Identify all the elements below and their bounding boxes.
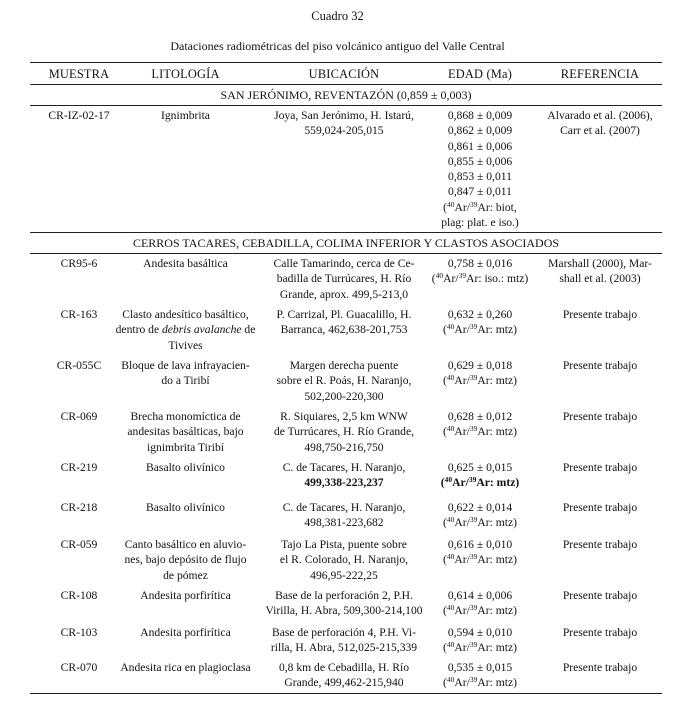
cell-edad <box>430 625 530 656</box>
section-rule <box>30 105 662 106</box>
sample-id: CR-218 <box>60 501 98 514</box>
method-text: ( <box>443 200 448 214</box>
reference-line: Presente trabajo <box>562 501 638 514</box>
method-text: Ar/ <box>454 374 470 388</box>
dating-method <box>430 424 530 439</box>
age-value: 0,629 ± 0,018 <box>447 359 513 372</box>
location-line: 502,200-220,300 <box>304 389 384 403</box>
sample-id: CR95-6 <box>60 257 98 270</box>
method-text: Ar: iso.: mtz) <box>466 272 529 286</box>
isotope-mass: 40 <box>446 675 455 685</box>
location-line: 0,8 km de Cebadilla, H. Río <box>278 661 410 674</box>
dating-method <box>430 200 530 215</box>
lithology-line <box>108 322 263 337</box>
header-edad: EDAD (Ma) <box>447 67 513 81</box>
location-line: 498,381-223,682 <box>304 516 384 530</box>
method-text: Ar: mtz) <box>477 604 517 618</box>
method-text: ( <box>443 553 447 567</box>
cell-edad <box>430 256 530 287</box>
age-value: 0,535 ± 0,015 <box>447 661 513 674</box>
location-line: badilla de Turrúcares, H. Río <box>276 272 412 286</box>
dating-method <box>430 603 530 618</box>
isotope-mass: 39 <box>469 640 478 650</box>
cell-edad <box>430 537 530 568</box>
method-text: ( <box>443 516 447 530</box>
isotope-mass: 39 <box>469 424 478 434</box>
lithology-line: andesitas basálticas, bajo <box>127 425 244 439</box>
method-text: Ar/ <box>454 425 470 439</box>
sample-id: CR-IZ-02-17 <box>48 109 110 122</box>
cell-edad <box>430 358 530 389</box>
age-value: 0,614 ± 0,006 <box>447 589 513 602</box>
isotope-mass: 39 <box>469 515 478 525</box>
method-text: Ar/ <box>454 641 470 655</box>
method-text: Ar: mtz) <box>476 476 520 490</box>
cell-edad <box>430 660 530 691</box>
location-line: Tajo La Pista, puente sobre <box>281 538 407 551</box>
isotope-mass: 39 <box>470 199 478 209</box>
dating-method <box>430 675 530 690</box>
location-line: 498,750-216,750 <box>304 440 384 454</box>
lithology-line: ignimbrita Tiribí <box>147 440 224 454</box>
cell-litologia <box>108 256 263 271</box>
cell-ubicacion <box>258 660 430 691</box>
isotope-mass: 40 <box>435 271 444 281</box>
isotope-mass: 40 <box>446 640 455 650</box>
isotope-mass: 40 <box>447 199 455 209</box>
bottom-rule <box>30 693 662 694</box>
cell-litologia <box>108 500 263 515</box>
location-line: C. de Tacares, H. Naranjo, <box>282 461 406 474</box>
dating-method-cont: plag: plat. e iso.) <box>441 216 519 230</box>
lithology-line: Ignimbrita <box>161 109 210 122</box>
method-text: ( <box>431 272 436 286</box>
dating-method <box>430 515 530 530</box>
lithology-line: Brecha monomíctica de <box>130 410 241 423</box>
age-value: 0,628 ± 0,012 <box>447 410 513 423</box>
reference-line: Presente trabajo <box>562 538 638 551</box>
sample-id: CR-219 <box>60 461 98 474</box>
reference-line: Carr et al. (2007) <box>560 124 640 138</box>
sample-id: CR-055C <box>56 359 102 372</box>
dating-method <box>430 373 530 388</box>
lithology-line: de pómez <box>163 568 208 582</box>
location-line: Grande, 499,462-215,940 <box>284 676 404 690</box>
reference-line: Marshall (2000), Mar- <box>548 257 652 270</box>
method-text: ( <box>443 604 447 618</box>
age-value: 0,861 ± 0,006 <box>447 139 513 153</box>
lithology-text: de <box>241 323 256 337</box>
location-line: Joya, San Jerónimo, H. Istarú, <box>274 109 414 122</box>
reference-line: Presente trabajo <box>562 461 638 474</box>
method-text: Ar: mtz) <box>477 425 517 439</box>
section-title: SAN JERÓNIMO, REVENTAZÓN (0,859 ± 0,003) <box>220 88 472 102</box>
location-line: sobre el R. Poás, H. Naranjo, <box>276 374 412 388</box>
sample-id: CR-103 <box>60 626 98 639</box>
method-text: Ar/ <box>454 604 470 618</box>
cell-litologia <box>108 307 263 353</box>
method-text: ( <box>443 676 447 690</box>
method-text: Ar: mtz) <box>477 516 517 530</box>
lithology-line: Clasto andesítico basáltico, <box>122 308 249 321</box>
header-referencia: REFERENCIA <box>560 67 640 81</box>
location-line: R. Siquiares, 2,5 km WNW <box>280 410 408 423</box>
location-line: el R. Colorado, H. Naranjo, <box>279 553 409 567</box>
location-line: rilla, H. Abra, 512,025-215,339 <box>270 641 418 655</box>
lithology-line: Andesita rica en plagioclasa <box>120 661 251 674</box>
location-line: 559,024-205,015 <box>304 124 384 138</box>
dating-method <box>430 640 530 655</box>
cell-edad <box>430 460 530 491</box>
isotope-mass: 39 <box>469 675 478 685</box>
isotope-mass: 39 <box>469 373 478 383</box>
location-line: Base de la perforación 2, P.H. <box>275 589 413 602</box>
cell-referencia <box>536 256 664 287</box>
table-caption-title: Dataciones radiométricas del piso volcánico antiguo del Valle Central <box>170 39 505 53</box>
lithology-line: Andesita basáltica <box>143 257 228 270</box>
cell-ubicacion <box>258 307 430 338</box>
isotope-mass: 39 <box>458 271 467 281</box>
reference-line: Presente trabajo <box>562 308 638 321</box>
reference-line: Presente trabajo <box>562 661 638 674</box>
cell-litologia <box>108 108 263 123</box>
location-line: 496,95-222,25 <box>310 568 378 582</box>
lithology-text: dentro de <box>115 323 162 337</box>
cell-edad <box>430 307 530 338</box>
sample-id: CR-069 <box>60 410 98 423</box>
method-text: ( <box>443 323 447 337</box>
cell-ubicacion <box>258 108 430 139</box>
sample-id: CR-070 <box>60 661 98 674</box>
cell-litologia <box>108 460 263 475</box>
isotope-mass: 39 <box>468 475 477 485</box>
age-value: 0,594 ± 0,010 <box>447 626 513 639</box>
isotope-mass: 40 <box>446 603 455 613</box>
cell-ubicacion <box>258 409 430 455</box>
cell-referencia <box>536 358 664 373</box>
lithology-line: Andesita porfirítica <box>140 626 231 639</box>
cell-litologia <box>108 358 263 389</box>
method-text: ( <box>443 374 447 388</box>
location-line: Base de perforación 4, P.H. Vi- <box>272 626 416 639</box>
cell-referencia <box>536 307 664 322</box>
reference-line: Alvarado et al. (2006), <box>547 109 653 122</box>
reference-line: Presente trabajo <box>562 626 638 639</box>
reference-line: Presente trabajo <box>562 359 638 372</box>
method-text: Ar: mtz) <box>477 641 517 655</box>
cell-ubicacion <box>258 358 430 404</box>
cell-referencia <box>536 460 664 475</box>
cell-litologia <box>108 588 263 603</box>
cell-referencia <box>536 537 664 552</box>
isotope-mass: 40 <box>446 424 455 434</box>
age-value: 0,632 ± 0,260 <box>447 308 513 321</box>
location-line: Margen derecha puente <box>289 359 399 372</box>
age-value: 0,625 ± 0,015 <box>447 461 513 474</box>
lithology-line: do a Tiribí <box>161 374 210 388</box>
header-ubicacion: UBICACIÓN <box>308 67 380 81</box>
sample-id: CR-059 <box>60 538 98 551</box>
reference-line: Presente trabajo <box>562 410 638 423</box>
method-text: Ar: mtz) <box>477 553 517 567</box>
method-text: ( <box>443 641 447 655</box>
age-value: 0,868 ± 0,009 <box>447 109 513 122</box>
isotope-mass: 40 <box>446 515 455 525</box>
table-caption-number: Cuadro 32 <box>311 9 364 23</box>
location-line: Virilla, H. Abra, 509,300-214,100 <box>265 604 423 618</box>
age-value: 0,862 ± 0,009 <box>447 124 513 138</box>
lithology-line: Basalto olivínico <box>146 461 225 474</box>
age-value: 0,847 ± 0,011 <box>448 185 512 199</box>
cell-referencia <box>536 409 664 424</box>
dating-method <box>430 475 530 490</box>
header-rule <box>30 84 662 85</box>
method-text: Ar/ <box>454 553 470 567</box>
reference-line: shall et al. (2003) <box>559 272 641 286</box>
cell-litologia <box>108 537 263 583</box>
age-value: 0,622 ± 0,014 <box>447 501 513 514</box>
location-line: P. Carrizal, Pl. Guacalillo, H. <box>276 308 412 321</box>
isotope-mass: 40 <box>444 475 453 485</box>
sample-id: CR-108 <box>60 589 98 602</box>
cell-referencia <box>536 660 664 675</box>
location-line: Grande, aprox. 499,5-213,0 <box>279 287 409 301</box>
lithology-line: nes, bajo depósito de flujo <box>124 553 247 567</box>
method-text: Ar: biot, <box>477 200 517 214</box>
header-litologia: LITOLOGÍA <box>151 67 220 81</box>
isotope-mass: 40 <box>446 552 455 562</box>
lithology-line: Andesita porfirítica <box>140 589 231 602</box>
cell-ubicacion <box>258 625 430 656</box>
lithology-line: Bloque de lava infrayacien- <box>121 359 250 372</box>
method-text: Ar/ <box>454 676 470 690</box>
method-text: Ar/ <box>454 323 470 337</box>
cell-referencia <box>536 588 664 603</box>
location-line: Barranca, 462,638-201,753 <box>280 323 408 337</box>
top-rule <box>30 62 662 63</box>
lithology-line: Canto basáltico en aluvio- <box>124 538 247 551</box>
cell-ubicacion <box>258 500 430 531</box>
isotope-mass: 40 <box>446 373 455 383</box>
cell-referencia <box>536 625 664 640</box>
dating-method <box>430 271 530 286</box>
section-title: CERROS TACARES, CEBADILLA, COLIMA INFERIOR Y CLASTOS ASOCIADOS <box>132 236 560 250</box>
lithology-line: Tivives <box>168 338 203 352</box>
reference-line: Presente trabajo <box>562 589 638 602</box>
age-value: 0,853 ± 0,011 <box>448 170 512 184</box>
method-text: Ar/ <box>452 476 469 490</box>
cell-referencia <box>536 500 664 515</box>
isotope-mass: 39 <box>469 552 478 562</box>
sample-id: CR-163 <box>60 308 98 321</box>
cell-edad <box>430 588 530 619</box>
cell-edad <box>430 500 530 531</box>
cell-litologia <box>108 409 263 455</box>
location-line: 499,338-223,237 <box>304 476 384 490</box>
location-line: de Turrúcares, H. Río Grande, <box>273 425 415 439</box>
isotope-mass: 39 <box>469 603 478 613</box>
section-rule <box>30 232 662 233</box>
section-rule <box>30 253 662 254</box>
age-value: 0,616 ± 0,010 <box>447 538 513 551</box>
age-value: 0,855 ± 0,006 <box>447 154 513 168</box>
cell-ubicacion <box>258 460 430 491</box>
method-text: Ar: mtz) <box>477 676 517 690</box>
cell-ubicacion <box>258 537 430 583</box>
header-muestra: MUESTRA <box>48 67 110 81</box>
isotope-mass: 39 <box>469 322 478 332</box>
age-value: 0,758 ± 0,016 <box>447 257 513 270</box>
method-text: Ar/ <box>443 272 459 286</box>
isotope-mass: 40 <box>446 322 455 332</box>
dating-method <box>430 552 530 567</box>
cell-litologia <box>108 660 263 675</box>
method-text: Ar/ <box>454 200 471 214</box>
cell-litologia <box>108 625 263 640</box>
method-text: ( <box>443 425 447 439</box>
location-line: Calle Tamarindo, cerca de Ce- <box>273 257 415 270</box>
method-text: Ar: mtz) <box>477 374 517 388</box>
method-text: ( <box>440 476 445 490</box>
method-text: Ar/ <box>454 516 470 530</box>
cell-ubicacion <box>258 588 430 619</box>
method-text: Ar: mtz) <box>477 323 517 337</box>
cell-ubicacion <box>258 256 430 302</box>
cell-referencia <box>536 108 664 139</box>
lithology-line: Basalto olivínico <box>146 501 225 514</box>
dating-method <box>430 322 530 337</box>
location-line: C. de Tacares, H. Naranjo, <box>282 501 406 514</box>
cell-edad <box>430 409 530 440</box>
cell-edad <box>430 108 530 230</box>
lithology-italic-term: debris avalanche <box>161 323 242 337</box>
